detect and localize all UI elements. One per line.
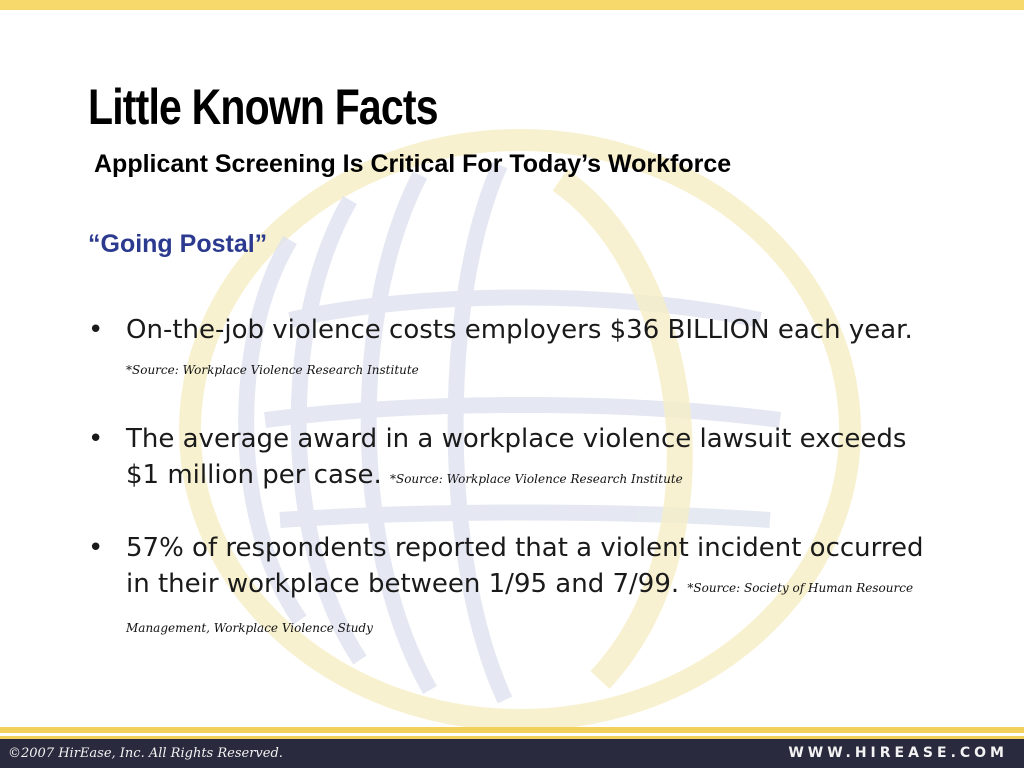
- bullet-icon: •: [88, 533, 104, 563]
- bullet-icon: •: [88, 315, 104, 345]
- footer-bar: [0, 739, 1024, 768]
- website-url: WWW.HIREASE.COM: [788, 745, 1008, 761]
- list-item: [88, 421, 938, 497]
- fact-source: *Source: Workplace Violence Research Institute: [389, 472, 683, 486]
- fact-source: *Source: Workplace Violence Research Institute: [126, 363, 419, 377]
- top-accent-bar: [0, 0, 1024, 10]
- section-heading: “Going Postal”: [88, 230, 268, 258]
- list-item: [88, 530, 938, 646]
- fact-text: The average award in a workplace violence lawsuit exceeds $1 million per case.: [126, 424, 907, 490]
- copyright-text: ©2007 HirEase, Inc. All Rights Reserved.: [8, 746, 283, 761]
- facts-list: [88, 312, 938, 679]
- fact-source: *Source: Society of Human Resource Management, Workplace Violence Study: [126, 581, 914, 635]
- footer-accent-line: [0, 727, 1024, 733]
- list-item: [88, 312, 938, 388]
- fact-text: 57% of respondents reported that a violent incident occurred in their workplace between 1/95 and 7/99.: [126, 533, 924, 599]
- slide-subtitle: Applicant Screening Is Critical For Today’s Workforce: [94, 150, 732, 178]
- fact-text: On-the-job violence costs employers $36 BILLION each year.: [126, 315, 913, 345]
- bullet-icon: •: [88, 424, 104, 454]
- slide-title: Little Known Facts: [88, 79, 438, 135]
